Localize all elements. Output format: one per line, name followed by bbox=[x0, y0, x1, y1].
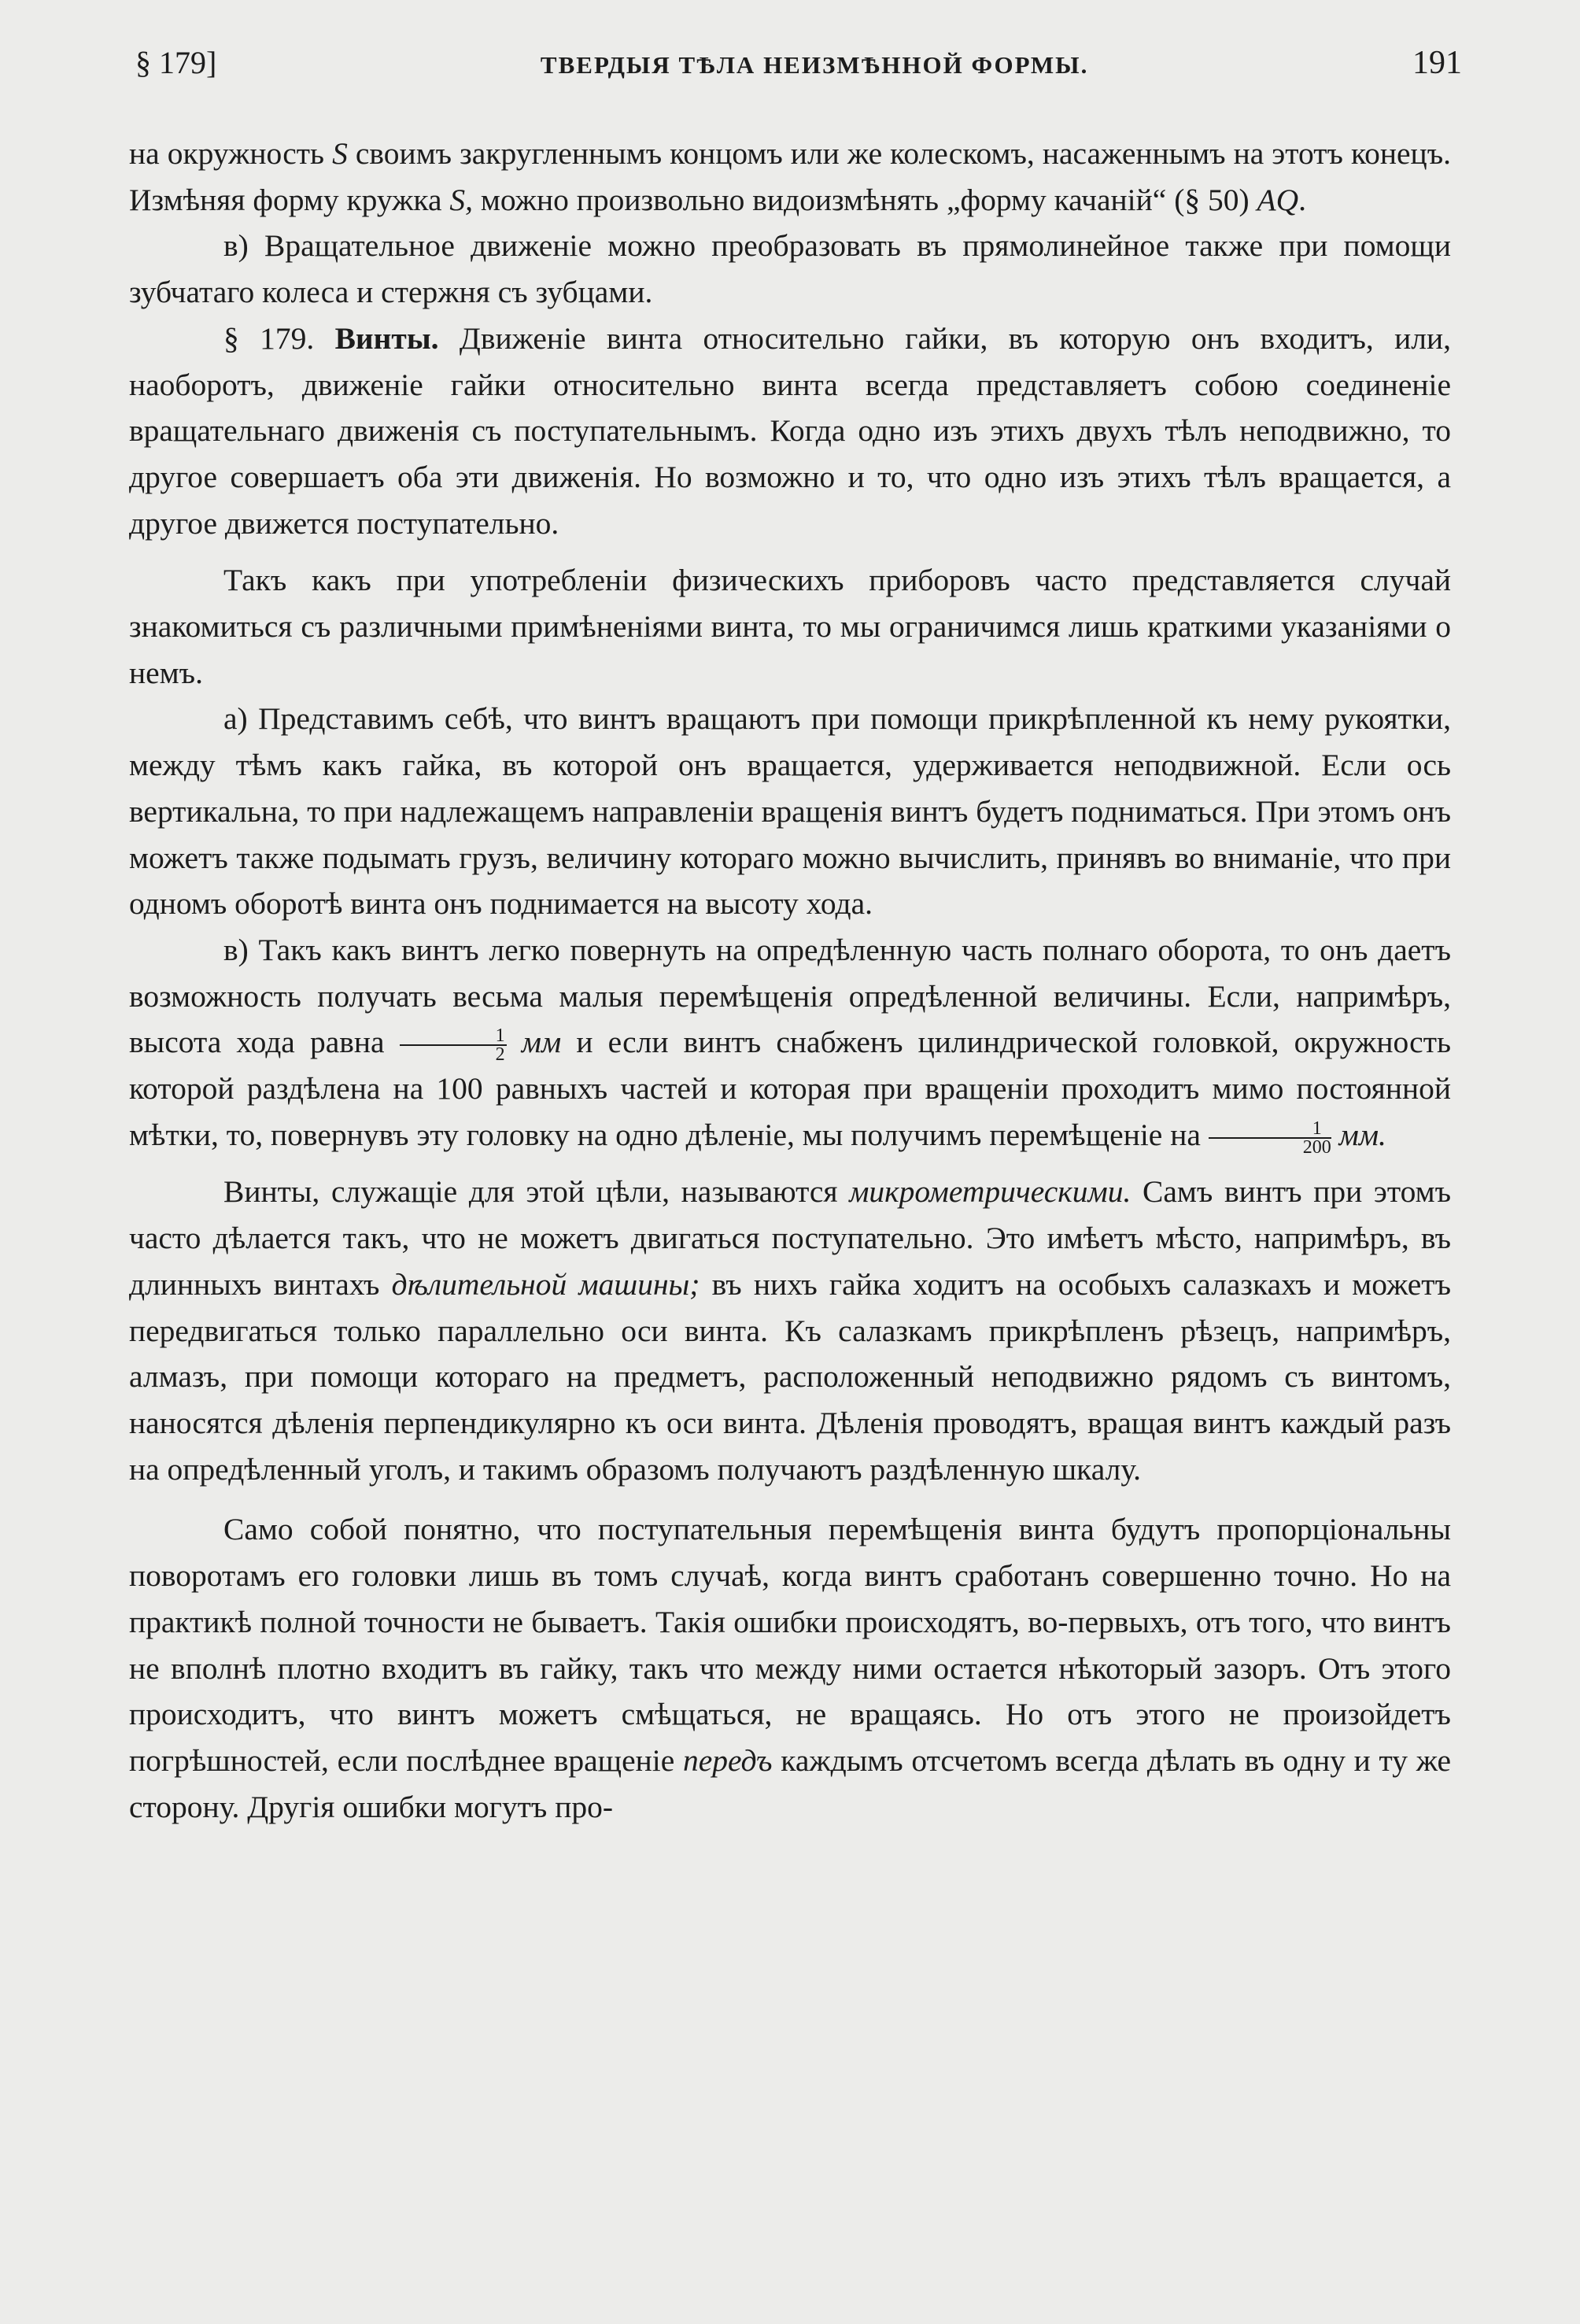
text-run: в) Такъ какъ винтъ легко повернуть на опредѣленную часть полнаго оборота, то онъ даетъ возможность получать весьма малыя перемѣщенія опредѣленной величины. Если, напримѣръ, высота хода равна bbox=[129, 932, 1451, 1060]
text-run: Само собой понятно, что поступательныя перемѣщенія винта будутъ пропорціональны поворотамъ его головки лишь въ томъ случаѣ, когда винтъ сработанъ совершенно точно. Но на практикѣ полной точности не бываетъ. Такія ошибки происходятъ, во-первыхъ, отъ того, что винтъ не вполнѣ плотно входитъ въ гайку, такъ что между ними остается нѣкоторый зазоръ. Отъ этого происходитъ, что винтъ можетъ смѣщаться, не вращаясь. Но отъ этого не произойдетъ погрѣшностей, если послѣднее вращеніе bbox=[129, 1512, 1451, 1778]
paragraph-8 bbox=[129, 1506, 1451, 1830]
paragraph-5: а) Представимъ себѣ, что винтъ вращаютъ при помощи прикрѣпленной къ нему рукоятки, между тѣмъ какъ гайка, въ которой онъ вращается, удерживается неподвижной. Если ось вертикальна, то при надлежащемъ направленіи вращенія винтъ будетъ подниматься. При этомъ онъ можетъ также подымать грузъ, величину котораго можно вычислить, принявъ во вниманіе, что при одномъ оборотѣ винта онъ поднимается на высоту хода. bbox=[129, 701, 1451, 922]
paragraph-4: Такъ какъ при употребленіи физическихъ приборовъ часто представляется случай знакомиться съ различными примѣненіями винта, то мы ограничимся лишь краткими указаніями о немъ. bbox=[129, 563, 1451, 690]
text-run: и если винтъ снабженъ цилиндрической головкой, окружность которой раздѣлена на 100 равныхъ частей и которая при вращеніи проходитъ мимо постоянной мѣтки, то, повернувъ эту головку на одно дѣленіе, мы получимъ перемѣщеніе на bbox=[129, 1025, 1451, 1152]
body-text bbox=[129, 131, 1451, 1830]
paragraph-6 bbox=[129, 927, 1451, 1158]
paragraph-1 bbox=[129, 131, 1451, 223]
section-heading: Винты. bbox=[334, 320, 439, 356]
symbol-s: S, bbox=[449, 182, 474, 217]
fraction-1-200: $\frac{1}{200}$ bbox=[1209, 1120, 1331, 1156]
paragraph-2: в) Вращательное движеніе можно преобразовать въ прямолинейное также при помощи зубчатаго колеса и стержня съ зубцами. bbox=[129, 228, 1451, 310]
text-run: можно произвольно видоизмѣнять „форму качаній“ (§ 50) bbox=[473, 182, 1257, 217]
running-header bbox=[135, 44, 1462, 83]
text-run: Движеніе винта относительно гайки, въ которую онъ входитъ, или, наоборотъ, движеніе гайки относительно винта всегда представляетъ собою соединеніе вращательнаго движенія съ поступательнымъ. Когда одно изъ этихъ двухъ тѣлъ неподвижно, то другое совершаетъ оба эти движенія. Но возможно и то, что одно изъ этихъ тѣлъ вращается, а другое движется поступательно. bbox=[129, 320, 1452, 541]
page-number: 191 bbox=[1412, 45, 1462, 81]
paragraph-7 bbox=[129, 1169, 1451, 1492]
text-run: своимъ закругленнымъ концомъ или же колескомъ, насаженнымъ на этотъ конецъ. Измѣняя форму кружка bbox=[129, 136, 1451, 217]
section-number: § 179. bbox=[223, 320, 335, 356]
symbol-aq: AQ bbox=[1257, 182, 1299, 217]
symbol-s: S bbox=[332, 136, 348, 171]
text-run: въ нихъ гайка ходитъ на особыхъ салазкахъ и можетъ передвигаться только параллельно оси винта. Къ салазкамъ прикрѣпленъ рѣзецъ, напримѣръ, алмазъ, при помощи котораго на предметъ, расположенный неподвижно рядомъ съ винтомъ, наносятся дѣленія перпендикулярно къ оси винта. Дѣленія проводятъ, вращая винтъ каждый разъ на опредѣленный уголъ, и такимъ образомъ получаютъ раздѣленную шкалу. bbox=[129, 1266, 1451, 1487]
paragraph-3-section-179 bbox=[129, 316, 1451, 547]
unit-mm: мм bbox=[506, 1025, 562, 1060]
unit-mm: мм. bbox=[1331, 1117, 1386, 1152]
text-run: на окружность bbox=[129, 136, 333, 171]
emphasis-term: передъ bbox=[682, 1742, 773, 1778]
text-run: Винты, служащіе для этой цѣли, называются bbox=[223, 1174, 850, 1210]
text-run: каждымъ отсчетомъ всегда дѣлать въ одну и ту же сторону. Другія ошибки могутъ про- bbox=[129, 1742, 1452, 1824]
text-run: . bbox=[1298, 182, 1307, 217]
text-run: Самъ винтъ при этомъ часто дѣлается такъ, что не можетъ двигаться поступательно. Это имѣетъ мѣсто, напримѣръ, въ длинныхъ винтахъ bbox=[129, 1174, 1452, 1302]
fraction-half: $\frac{1}{2}$ bbox=[400, 1027, 507, 1063]
section-reference: § 179] bbox=[135, 45, 217, 80]
emphasis-term: микрометрическими. bbox=[849, 1174, 1131, 1210]
emphasis-term: дѣлительной машины; bbox=[391, 1266, 700, 1302]
running-title: ТВЕРДЫЯ ТѢЛА НЕИЗМѢННОЙ ФОРМЫ. bbox=[540, 51, 1089, 79]
